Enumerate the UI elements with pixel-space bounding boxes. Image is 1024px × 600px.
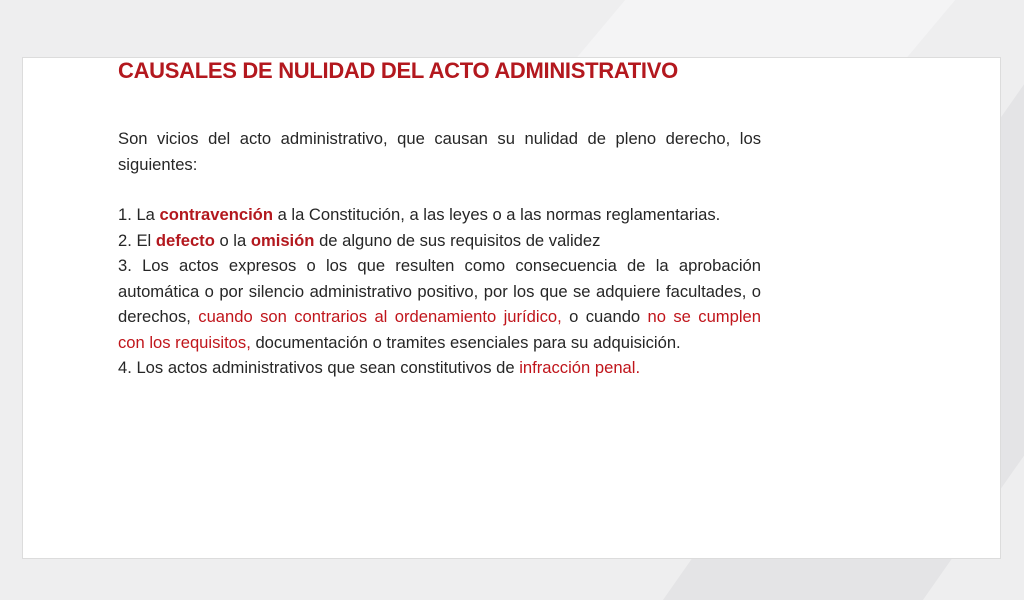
item-3-highlight-contrarios: cuando son contrarios al ordenamiento jurídico, [198, 307, 562, 326]
item-3-text-mid: o cuando [561, 307, 648, 326]
item-1-text: 1. La [118, 205, 160, 224]
list-item-3 [118, 253, 761, 355]
item-2-text: 2. El [118, 230, 156, 250]
list-item-1 [118, 202, 761, 228]
item-1-text-end: a la Constitución, a las leyes o a las normas reglamentarias. [272, 205, 721, 224]
intro-paragraph: Son vicios del acto administrativo, que causan su nulidad de pleno derecho, los siguientes: [118, 129, 761, 174]
list-item-2 [118, 228, 761, 254]
item-2-highlight-defecto: defecto [155, 230, 215, 250]
item-1-highlight: contravención [159, 205, 273, 224]
item-4-highlight: infracción penal. [519, 358, 641, 377]
item-3-text: 3. Los actos expresos o los que resulten como consecuencia de la aprobación automática o por silencio administrativo positivo, por los que se adquiere facultades, o derechos, [118, 256, 761, 326]
slide-title: CAUSALES DE NULIDAD DEL ACTO ADMINISTRATIVO [118, 58, 678, 83]
item-4-text: 4. Los actos administrativos que sean constitutivos de [118, 358, 520, 377]
item-3-highlight-requisitos: no se cumplen con los requisitos, [118, 307, 761, 352]
slide-body [118, 126, 761, 381]
item-2-highlight-omision: omisión [250, 230, 315, 250]
item-2-text-end: de alguno de sus requisitos de validez [314, 230, 601, 250]
slide-card [22, 57, 1001, 559]
item-3-text-end: documentación o tramites esenciales para su adquisición. [250, 332, 681, 352]
paragraph-spacer [118, 177, 761, 202]
item-2-text-mid: o la [214, 230, 251, 250]
list-item-4 [118, 355, 761, 381]
